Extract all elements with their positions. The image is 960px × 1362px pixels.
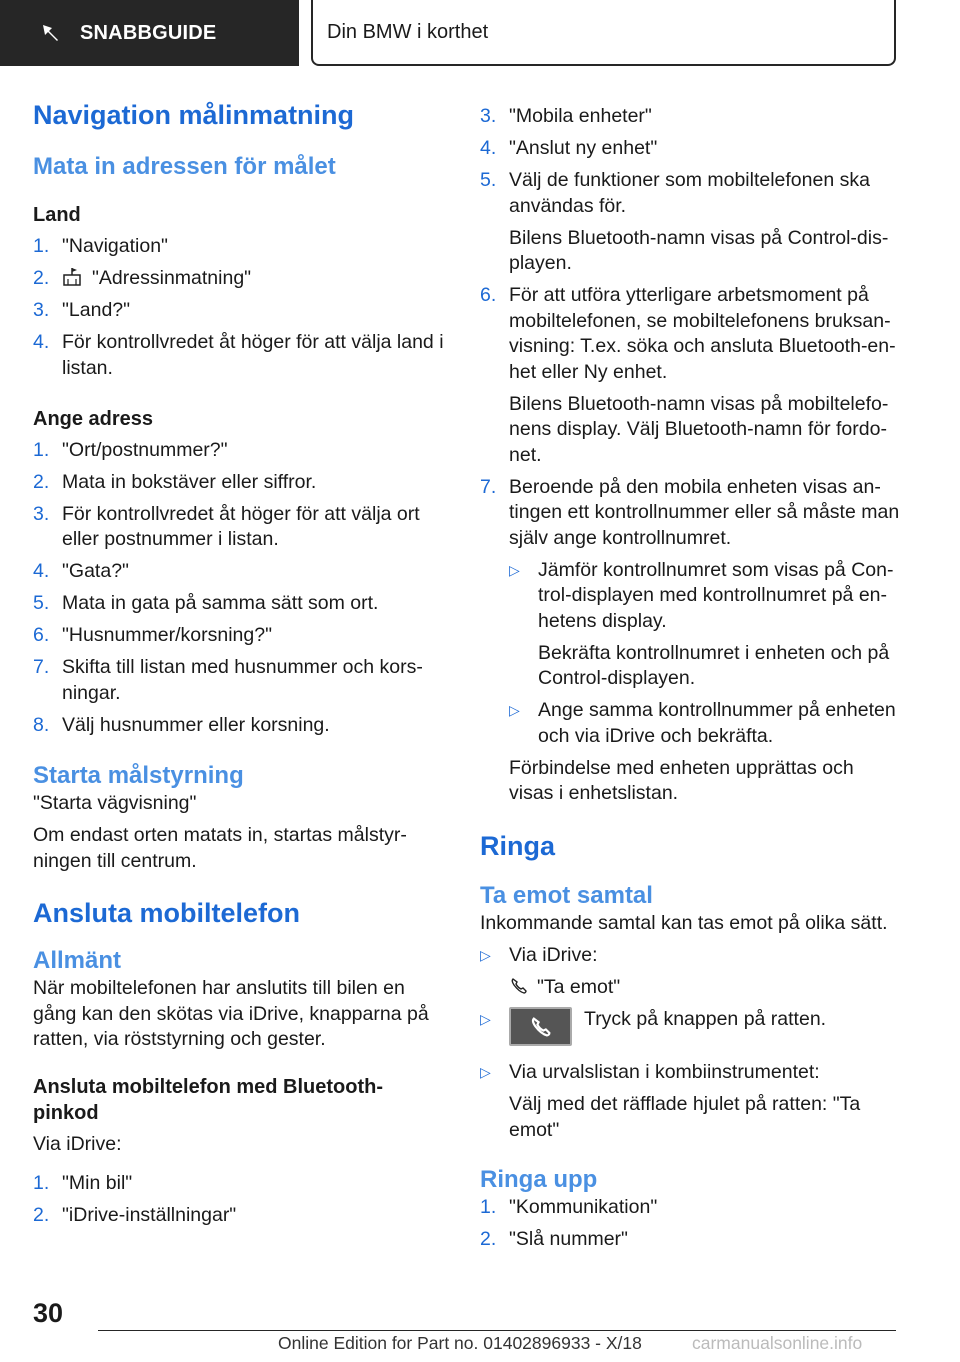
heading-ta-emot-samtal: Ta emot samtal (480, 881, 653, 909)
tab-snabbguide[interactable] (0, 0, 299, 66)
steering-phone-button (509, 1007, 572, 1046)
triangle-bullet-icon: ▷ (480, 947, 491, 963)
step6-note: Bilens Bluetooth-namn visas på mobiltelefonens display. Välj Bluetooth-namn för fordonet. (509, 392, 889, 466)
step7-bullets (480, 558, 900, 635)
list-item: ▷ Via iDrive: (480, 943, 900, 969)
list-item: ▷ Ange samma kontrollnummer på enheten och via iDrive och bekräfta. (509, 698, 900, 749)
triangle-bullet-icon: ▷ (480, 1064, 491, 1080)
heading-ringa-upp: Ringa upp (480, 1166, 598, 1193)
right-column (480, 104, 900, 1259)
list-item: 6. För att utföra ytterligare arbetsmoment på mobiltelefonen, se mobiltelefonens bruksanvisning: T.ex. söka och ansluta Bluetooth-enhet eller Ny enhet. (480, 284, 896, 383)
phone-icon (529, 1015, 553, 1039)
page-header (0, 0, 960, 66)
bt-via-idrive: Via iDrive: (33, 1132, 122, 1155)
list-item: 3. "Land?" (33, 299, 131, 321)
list-item: 7. Skifta till listan med husnummer och korsningar. (33, 656, 423, 704)
heading-mata-in-adress: Mata in adressen för målet (33, 153, 336, 180)
phone-icon (509, 976, 529, 996)
allmant-text: När mobiltelefonen har anslutits till bilen en gång kan den skötas via iDrive, knapparna på ratten, via röststyrning och gester. (33, 977, 429, 1050)
list-item: 1. "Navigation" (33, 235, 168, 257)
list-item: 8. Välj husnummer eller korsning. (33, 713, 330, 736)
list-item: 6. "Husnummer/korsning?" (33, 624, 273, 646)
list-item: ▷ Jämför kontrollnumret som visas på Control-displayen med kontrollnumret på enhetens display. (509, 558, 900, 635)
list-item: 4. "Anslut ny enhet" (480, 137, 658, 159)
list-item: 3. "Mobila enheter" (480, 105, 652, 127)
left-column (33, 98, 445, 1235)
footer-edition: Online Edition for Part no. 01402896933 - X/18 (278, 1333, 642, 1353)
starta-text-2: Om endast orten matats in, startas målstyrningen till centrum. (33, 824, 407, 872)
page-number: 30 (33, 1298, 64, 1328)
ta-emot-text: Inkommande samtal kan tas emot på olika sätt. (480, 911, 888, 934)
list-item: 2. "iDrive-inställningar" (33, 1204, 237, 1226)
land-steps (33, 234, 445, 381)
heading-ringa: Ringa (480, 830, 556, 861)
triangle-bullet-icon: ▷ (480, 1011, 491, 1027)
list-item: 2. "Slå nummer" (480, 1228, 628, 1250)
address-input-icon (62, 267, 82, 287)
list-item: ▷ Tryck på knappen på ratten. (480, 1007, 900, 1046)
list-item: 1. "Kommunikation" (480, 1196, 658, 1218)
bt-steps-continued (480, 104, 900, 219)
list-item: ▷ Via urvalslistan i kombiinstrumentet: (480, 1060, 900, 1086)
heading-ange-adress: Ange adress (33, 407, 154, 430)
list-item: 3. För kontrollvredet åt höger för att välja ort eller postnummer i listan. (33, 502, 420, 550)
list-item: 4. "Gata?" (33, 560, 129, 582)
ta-emot-bullets (480, 943, 900, 969)
ringa-upp-steps (480, 1195, 900, 1253)
heading-navigation: Navigation målinmatning (33, 100, 355, 130)
tab-snabbguide-label: SNABBGUIDE (80, 21, 217, 44)
step7-note: Förbindelse med enheten upprättas och visas i enhetslistan. (509, 756, 854, 804)
bt-steps (33, 1171, 445, 1229)
tab-din-bmw-label: Din BMW i korthet (327, 20, 489, 43)
list-item: 1. "Min bil" (33, 1172, 133, 1194)
heading-land: Land (33, 204, 81, 226)
starta-text-1: "Starta vägvisning" (33, 791, 197, 814)
tab-din-bmw[interactable] (311, 0, 896, 66)
step5-note: Bilens Bluetooth-namn visas på Control-displayen. (509, 226, 889, 274)
heading-bluetooth-pinkod: Ansluta mobiltelefon med Bluetooth-pinkod (33, 1075, 383, 1124)
list-item: 5. Mata in gata på samma sätt som ort. (33, 592, 379, 614)
step7-b1-note: Bekräfta kontrollnumret i enheten och på Control-displayen. (538, 641, 890, 689)
heading-ansluta-mobil: Ansluta mobiltelefon (33, 898, 301, 928)
kombi-sub: Välj med det räfflade hjulet på ratten: "Ta emot" (509, 1093, 861, 1141)
triangle-bullet-icon: ▷ (509, 561, 520, 578)
list-item: 2. Mata in bokstäver eller siffror. (33, 470, 317, 493)
bmw-quickguide-icon (40, 22, 62, 44)
heading-starta-malstyrning: Starta målstyrning (33, 761, 244, 789)
footer-watermark: carmanualsonline.info (692, 1333, 863, 1353)
ta-emot-sub: "Ta emot" (480, 975, 900, 1001)
footer-divider (98, 1330, 896, 1331)
list-item: 7. Beroende på den mobila enheten visas antingen ett kontrollnummer eller så måste man själv ange kontrollnumret. (480, 475, 900, 549)
heading-allmant: Allmänt (33, 947, 122, 974)
list-item: 5. Välj de funktioner som mobiltelefonen ska användas för. (480, 169, 870, 217)
list-item: 2. "Adressinmatning" (33, 267, 252, 289)
list-item: 1. "Ort/postnummer?" (33, 438, 228, 461)
list-item: 4. För kontrollvredet åt höger för att välja land i listan. (33, 331, 444, 379)
triangle-bullet-icon: ▷ (509, 702, 520, 718)
ange-adress-steps (33, 438, 445, 739)
